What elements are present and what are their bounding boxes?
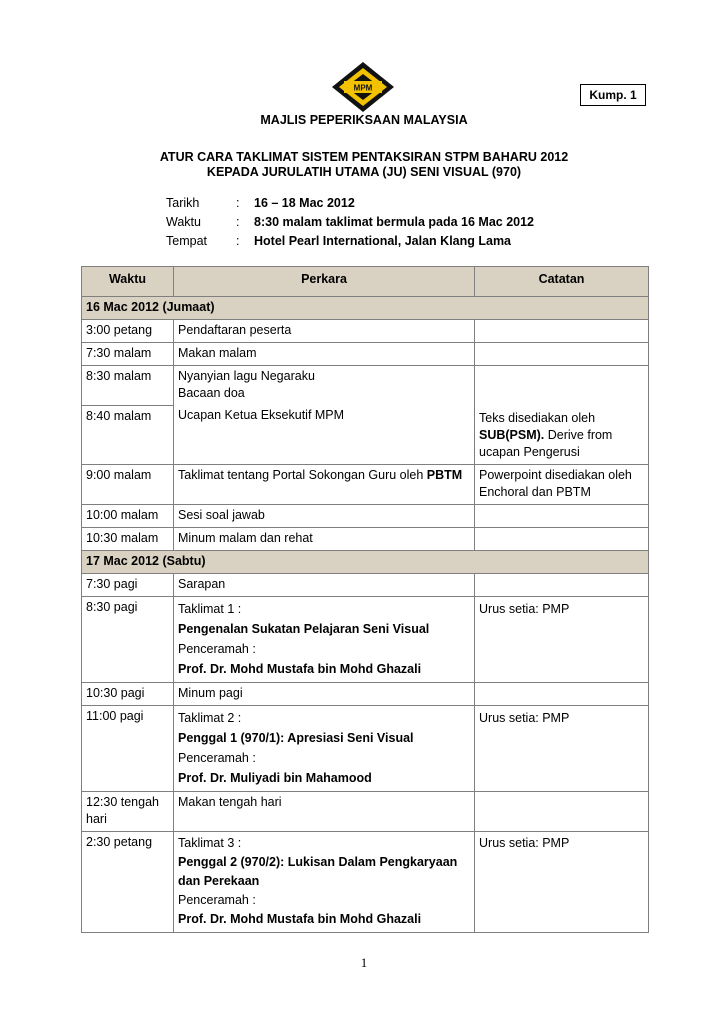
- time-cell: 2:30 petang: [82, 832, 174, 933]
- time-cell: 8:30 malam: [82, 366, 174, 406]
- page-number: 1: [360, 955, 368, 970]
- info-tempat: [166, 234, 511, 248]
- item-cell: [174, 465, 475, 505]
- item-cell: [174, 597, 475, 683]
- table-row: [82, 574, 649, 597]
- info-value: 8:30 malam taklimat bermula pada 16 Mac 2012: [254, 215, 535, 229]
- note-rest: Derive from: [544, 428, 613, 442]
- time-cell: 10:30 malam: [82, 528, 174, 551]
- item-line: dan Perekaan: [178, 874, 260, 888]
- note-cell: [475, 505, 649, 528]
- day-row: [82, 551, 649, 574]
- table-row: [82, 465, 649, 505]
- time-cell: 9:00 malam: [82, 465, 174, 505]
- item-cell: [174, 832, 475, 933]
- table-row: [82, 343, 649, 366]
- info-colon: :: [236, 196, 240, 210]
- item-cell: Makan malam: [174, 343, 475, 366]
- time-line: 12:30 tengah: [86, 795, 159, 809]
- item-cell: Minum malam dan rehat: [174, 528, 475, 551]
- info-colon: :: [236, 234, 240, 248]
- time-cell: 11:00 pagi: [82, 706, 174, 792]
- item-bold: PBTM: [426, 468, 463, 482]
- info-label: Tempat: [166, 234, 207, 248]
- table-row: [82, 505, 649, 528]
- time-cell: 7:30 pagi: [82, 574, 174, 597]
- time-cell: 8:30 pagi: [82, 597, 174, 683]
- item-line: Penceramah :: [178, 893, 256, 907]
- item-line: Taklimat 1 :: [178, 602, 242, 616]
- header-waktu: Waktu: [82, 267, 174, 297]
- note-line: Powerpoint disediakan oleh: [479, 468, 632, 482]
- table-row: [82, 792, 649, 832]
- header-perkara: Perkara: [174, 267, 475, 297]
- note-line: ucapan Pengerusi: [479, 445, 580, 459]
- organization-name: MAJLIS PEPERIKSAAN MALAYSIA: [260, 113, 468, 127]
- note-cell: Urus setia: PMP: [475, 597, 649, 683]
- item-cell: Minum pagi: [174, 683, 475, 706]
- day-label: 16 Mac 2012 (Jumaat): [82, 297, 649, 320]
- table-header-row: [82, 267, 649, 297]
- item-line: Pengenalan Sukatan Pelajaran Seni Visual: [178, 622, 430, 636]
- table-row: [82, 597, 649, 683]
- info-label: Tarikh: [166, 196, 200, 210]
- time-cell: 10:00 malam: [82, 505, 174, 528]
- speaker-name: Prof. Dr. Mohd Mustafa bin Mohd Ghazali: [178, 662, 422, 676]
- item-line: Penggal 1 (970/1): Apresiasi Seni Visual: [178, 731, 414, 745]
- speaker-name: Prof. Dr. Mohd Mustafa bin Mohd Ghazali: [178, 912, 422, 926]
- document-title-line2: KEPADA JURULATIH UTAMA (JU) SENI VISUAL (970): [206, 165, 522, 179]
- info-value: Hotel Pearl International, Jalan Klang Lama: [254, 234, 512, 248]
- item-line: Bacaan doa: [178, 386, 245, 400]
- table-row: [82, 706, 649, 792]
- time-cell: 10:30 pagi: [82, 683, 174, 706]
- note-cell: [475, 343, 649, 366]
- note-cell: Urus setia: PMP: [475, 706, 649, 792]
- note-cell: [475, 528, 649, 551]
- item-line: Penggal 2 (970/2): Lukisan Dalam Pengkaryaan: [178, 855, 458, 869]
- note-cell: [475, 792, 649, 832]
- note-cell: [475, 405, 649, 465]
- info-value: 16 – 18 Mac 2012: [254, 196, 355, 210]
- time-cell: 8:40 malam: [82, 405, 174, 465]
- time-cell: 7:30 malam: [82, 343, 174, 366]
- table-row: [82, 683, 649, 706]
- item-line: Taklimat 3 :: [178, 836, 242, 850]
- logo-text: MPM: [353, 83, 373, 93]
- item-cell: [174, 706, 475, 792]
- table-row: [82, 366, 649, 406]
- time-line: hari: [86, 812, 107, 826]
- speaker-name: Prof. Dr. Muliyadi bin Mahamood: [178, 771, 372, 785]
- table-row: [82, 405, 649, 465]
- info-tarikh: [166, 196, 355, 210]
- table-row: [82, 320, 649, 343]
- item-cell: [174, 366, 475, 406]
- item-line: Penceramah :: [178, 751, 256, 765]
- item-line: Nyanyian lagu Negaraku: [178, 369, 315, 383]
- item-cell: Sarapan: [174, 574, 475, 597]
- note-line: [479, 427, 644, 444]
- item-text: Taklimat tentang Portal Sokongan Guru oleh: [178, 468, 427, 482]
- item-cell: Ucapan Ketua Eksekutif MPM: [174, 405, 475, 465]
- table-row: [82, 832, 649, 933]
- note-cell: [475, 366, 649, 406]
- note-line: Teks disediakan oleh: [479, 411, 596, 425]
- day-label: 17 Mac 2012 (Sabtu): [82, 551, 649, 574]
- kump-label: Kump. 1: [580, 84, 646, 106]
- table-row: [82, 528, 649, 551]
- schedule-table: [81, 266, 649, 933]
- time-cell: [82, 792, 174, 832]
- document-title-line1: ATUR CARA TAKLIMAT SISTEM PENTAKSIRAN STPM BAHARU 2012: [159, 150, 569, 164]
- header-catatan: Catatan: [475, 267, 649, 297]
- item-cell: Sesi soal jawab: [174, 505, 475, 528]
- item-line: Taklimat 2 :: [178, 711, 242, 725]
- note-line: Enchoral dan PBTM: [479, 485, 591, 499]
- info-label: Waktu: [166, 215, 201, 229]
- note-cell: [475, 683, 649, 706]
- day-row: [82, 297, 649, 320]
- item-line: Penceramah :: [178, 642, 256, 656]
- item-cell: Pendaftaran peserta: [174, 320, 475, 343]
- mpm-logo: [332, 62, 394, 112]
- info-waktu: [166, 215, 534, 229]
- item-cell: Makan tengah hari: [174, 792, 475, 832]
- note-cell: [475, 320, 649, 343]
- time-cell: 3:00 petang: [82, 320, 174, 343]
- note-cell: [475, 465, 649, 505]
- note-cell: Urus setia: PMP: [475, 832, 649, 933]
- note-bold: SUB(PSM).: [479, 428, 545, 442]
- info-colon: :: [236, 215, 240, 229]
- note-cell: [475, 574, 649, 597]
